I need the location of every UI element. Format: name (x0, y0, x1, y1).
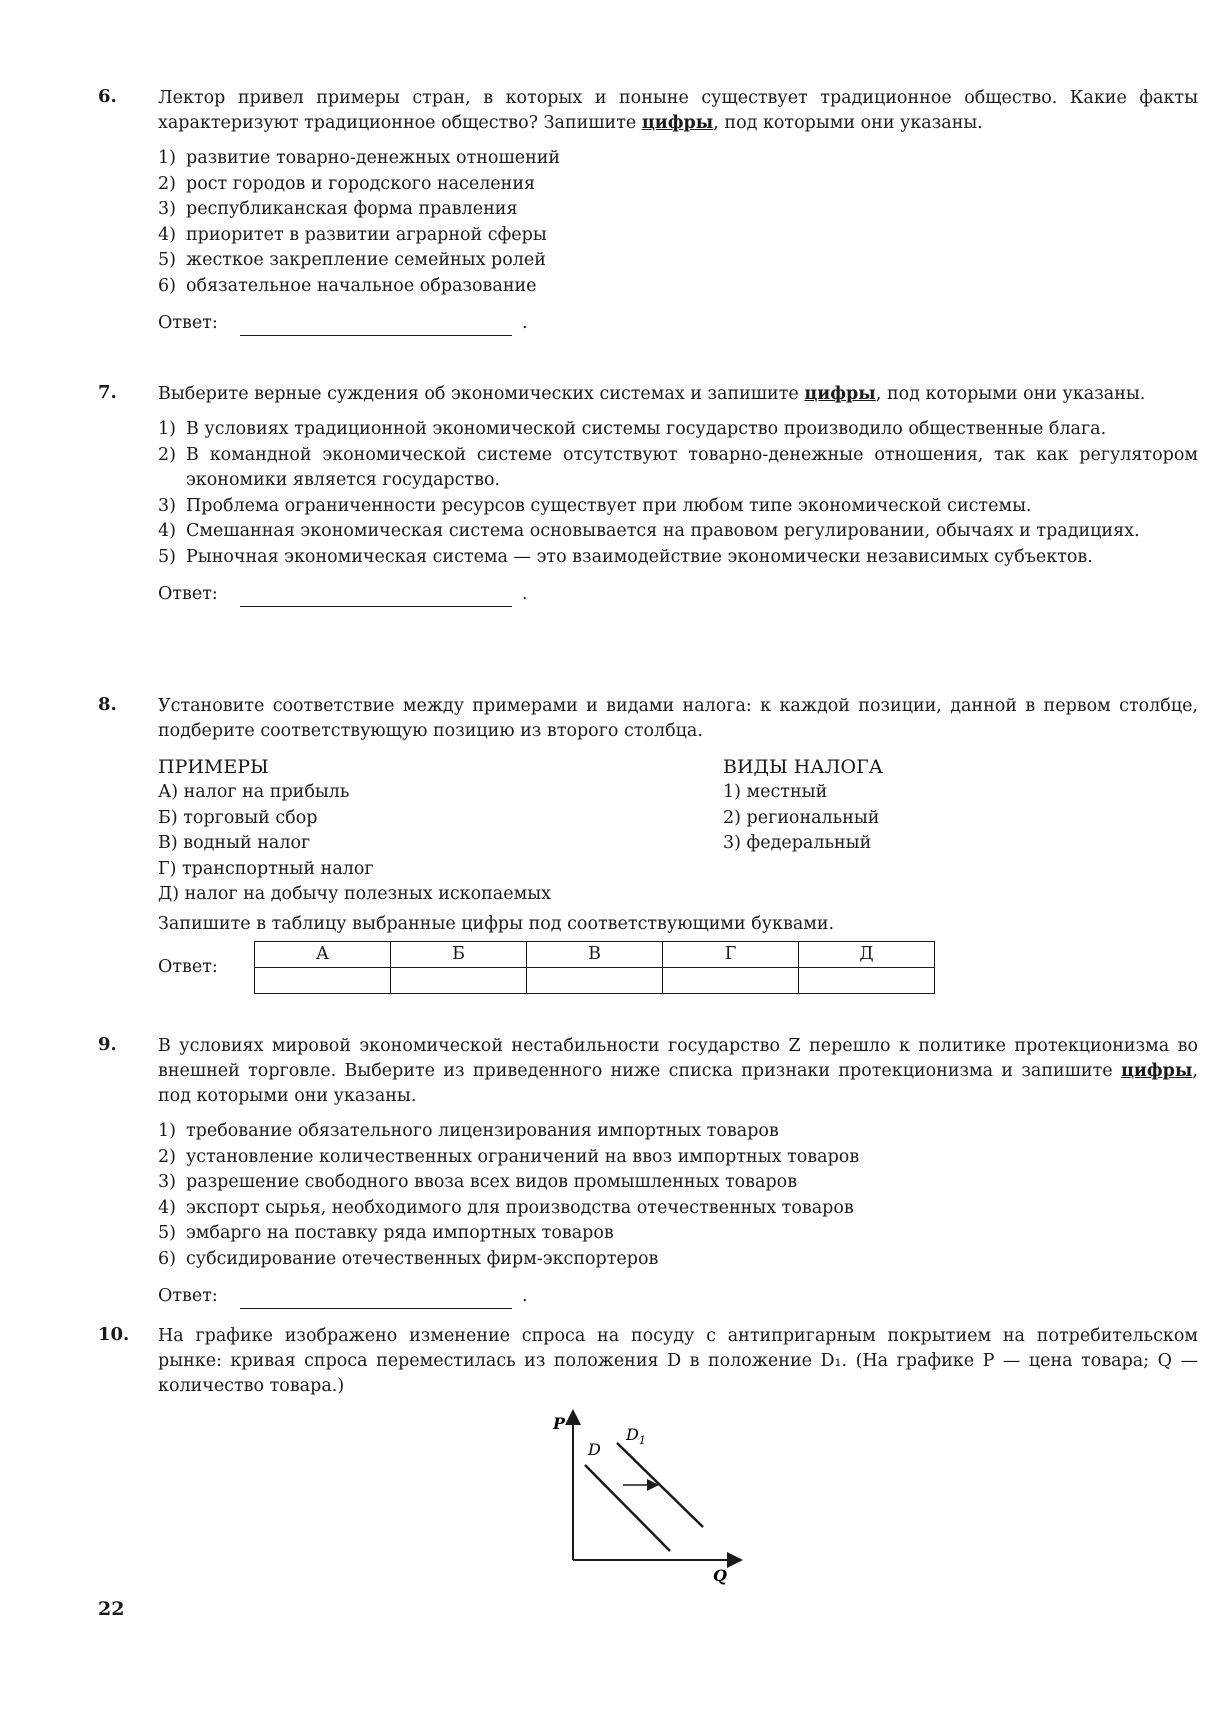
option-item (158, 443, 1198, 494)
answer-field[interactable] (240, 315, 512, 336)
table-header-cell: В (527, 941, 663, 967)
table-header-cell: Б (391, 941, 527, 967)
option-text: рост городов и городского населения (186, 173, 536, 194)
option-item (158, 1119, 1198, 1145)
answer-field[interactable] (240, 586, 512, 607)
task-8 (98, 694, 1198, 994)
answer-label: Ответ: (158, 313, 218, 333)
option-item (158, 223, 1198, 249)
option-text: требование обязательного лицензирования импортных товаров (186, 1121, 779, 1141)
answer-cell[interactable] (391, 967, 527, 993)
example-item: В) водный налог (158, 833, 311, 853)
y-axis-label: P (553, 1414, 566, 1433)
option-text: В условиях традиционной экономической системы государство производило общественные блага. (186, 419, 1107, 439)
option-text: развитие товарно-денежных отношений (186, 148, 561, 168)
option-number: 6) (158, 1248, 176, 1269)
option-number: 5) (158, 250, 176, 270)
option-item (158, 274, 1198, 300)
task-6 (98, 86, 1198, 336)
answer-label: Ответ: (158, 1286, 218, 1306)
answer-row: Ответ: . (158, 582, 1198, 607)
option-item (158, 248, 1198, 274)
option-text: В командной экономической системе отсутствуют товарно-денежные отношения, так как регулятором экономики является государство. (186, 444, 1198, 490)
option-item (158, 1196, 1198, 1222)
table-header-cell: А (255, 941, 391, 967)
option-number: 4) (158, 224, 176, 245)
option-number: 6) (158, 275, 176, 296)
answer-cell[interactable] (663, 967, 799, 993)
example-item: Б) торговый сбор (158, 807, 318, 828)
option-number: 4) (158, 521, 176, 541)
task-number: 7. (98, 382, 117, 403)
option-number: 3) (158, 1172, 176, 1192)
option-number: 5) (158, 1223, 176, 1243)
demand-curve-d (585, 1465, 670, 1551)
answer-table (254, 941, 935, 994)
option-number: 2) (158, 173, 176, 194)
option-number: 3) (158, 495, 176, 516)
task-number: 6. (98, 86, 117, 107)
task-stem: Выберите верные суждения об экономических системах и запишите цифры, под которыми они указаны. (158, 384, 1146, 404)
option-text: эмбарго на поставку ряда импортных товаров (186, 1223, 614, 1243)
option-text: жесткое закрепление семейных ролей (186, 250, 546, 270)
demand-shift-graph (545, 1405, 755, 1585)
option-text: Смешанная экономическая система основывается на правовом регулировании, обычаях и традициях. (186, 521, 1140, 541)
option-item (158, 519, 1198, 545)
option-item (158, 1221, 1198, 1247)
tax-type-item: 1) местный (723, 782, 828, 802)
option-number: 4) (158, 1197, 176, 1218)
option-item (158, 545, 1198, 571)
example-item: Г) транспортный налог (158, 858, 374, 879)
example-item: А) налог на прибыль (158, 782, 350, 802)
curve-d-label: D (588, 1440, 601, 1459)
option-item (158, 197, 1198, 223)
answer-table-row (158, 941, 1198, 994)
example-item: Д) налог на добычу полезных ископаемых (158, 884, 552, 904)
option-number: 2) (158, 1146, 176, 1167)
answer-cell[interactable] (527, 967, 663, 993)
task-stem: Установите соответствие между примерами и видами налога: к каждой позиции, данной в первом столбце, подберите соответствующую позицию из второго столбца. (158, 696, 1198, 741)
tax-types-list (723, 780, 1023, 857)
option-text: Рыночная экономическая система — это взаимодействие экономически независимых субъектов. (186, 546, 1093, 567)
option-item (158, 417, 1198, 443)
table-header-cell: Д (799, 941, 935, 967)
curve-d1-label: $D_1$ (626, 1425, 646, 1447)
answer-row: Ответ: . (158, 1284, 1198, 1309)
option-text: приоритет в развитии аграрной сферы (186, 224, 547, 245)
option-item (158, 146, 1198, 172)
instruction: Запишите в таблицу выбранные цифры под соответствующими буквами. (158, 913, 835, 934)
task-stem: Лектор привел примеры стран, в которых и поныне существует традиционное общество. Какие факты характеризуют традиционное общество? Запишите цифры, под которыми они указаны. (158, 88, 1198, 133)
option-number: 5) (158, 546, 176, 567)
option-number: 1) (158, 1121, 176, 1141)
task-9 (98, 1034, 1198, 1309)
task-stem: На графике изображено изменение спроса на посуду с антипригарным покрытием на потребительском рынке: кривая спроса переместилась из положения D в положение D₁. (На графике P — цена товара; Q — количество товара.) (158, 1326, 1198, 1396)
task-number: 8. (98, 694, 117, 715)
answer-cell[interactable] (255, 967, 391, 993)
option-item (158, 1145, 1198, 1171)
option-text: разрешение свободного ввоза всех видов промышленных товаров (186, 1172, 798, 1192)
matching-columns (158, 754, 1198, 908)
x-axis-label: Q (713, 1566, 727, 1585)
option-item (158, 1170, 1198, 1196)
answer-field[interactable] (240, 1288, 512, 1309)
option-text: обязательное начальное образование (186, 275, 537, 296)
option-text: республиканская форма правления (186, 199, 518, 219)
answer-label: Ответ: (158, 956, 218, 977)
task-number: 10. (98, 1324, 130, 1345)
option-list (158, 417, 1198, 570)
option-list (158, 146, 1198, 299)
option-item (158, 172, 1198, 198)
answer-cell[interactable] (799, 967, 935, 993)
column-heading: ПРИМЕРЫ (158, 756, 269, 778)
column-heading: ВИДЫ НАЛОГА (723, 756, 884, 778)
option-list (158, 1119, 1198, 1272)
option-item (158, 1247, 1198, 1273)
option-number: 1) (158, 419, 176, 439)
option-text: субсидирование отечественных фирм-экспортеров (186, 1248, 659, 1269)
option-number: 2) (158, 444, 176, 465)
page-number: 22 (98, 1598, 125, 1620)
option-number: 1) (158, 148, 176, 168)
option-text: Проблема ограниченности ресурсов существует при любом типе экономической системы. (186, 495, 1032, 516)
tax-type-item: 2) региональный (723, 807, 880, 828)
table-header-cell: Г (663, 941, 799, 967)
task-7 (98, 382, 1198, 607)
task-stem: В условиях мировой экономической нестабильности государство Z перешло к политике протекционизма во внешней торговле. Выберите из приведенного ниже списка признаки протекционизма и запишите цифры, под которыми они указаны. (158, 1036, 1198, 1106)
option-text: установление количественных ограничений на ввоз импортных товаров (186, 1146, 860, 1167)
task-10 (98, 1324, 1198, 1399)
answer-label: Ответ: (158, 584, 218, 604)
task-number: 9. (98, 1034, 117, 1055)
option-text: экспорт сырья, необходимого для производства отечественных товаров (186, 1197, 854, 1218)
option-number: 3) (158, 199, 176, 219)
option-item (158, 494, 1198, 520)
tax-type-item: 3) федеральный (723, 833, 872, 853)
answer-row: Ответ: . (158, 311, 1198, 336)
examples-list (158, 780, 723, 908)
